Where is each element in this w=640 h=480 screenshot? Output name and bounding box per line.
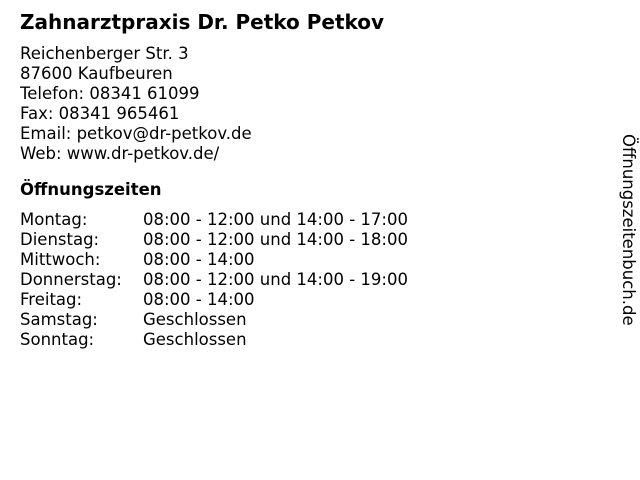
hours-row-wednesday [20, 250, 600, 270]
day-label: Freitag: [20, 290, 83, 309]
hours-row-tuesday [20, 230, 600, 250]
day-label: Donnerstag: [20, 270, 122, 289]
web-line: Web: www.dr-petkov.de/ [20, 144, 220, 163]
day-label: Samstag: [20, 310, 98, 329]
site-watermark-link[interactable]: Öffnungszeitenbuch.de [619, 134, 638, 326]
hours-row-sunday [20, 330, 600, 350]
hours-row-monday [20, 210, 600, 230]
hours-row-thursday [20, 270, 600, 290]
time-value: 08:00 - 12:00 und 14:00 - 18:00 [143, 230, 408, 249]
day-label: Mittwoch: [20, 250, 101, 269]
hours-heading: Öffnungszeiten [20, 180, 162, 199]
practice-info [20, 10, 600, 350]
time-value: 08:00 - 12:00 und 14:00 - 17:00 [143, 210, 408, 229]
time-value: Geschlossen [143, 310, 247, 329]
city-line: 87600 Kaufbeuren [20, 64, 173, 83]
day-label: Montag: [20, 210, 88, 229]
email-line: Email: petkov@dr-petkov.de [20, 124, 252, 143]
hours-table [20, 210, 600, 350]
time-value: 08:00 - 14:00 [143, 290, 255, 309]
practice-name: Zahnarztpraxis Dr. Petko Petkov [20, 10, 385, 34]
time-value: 08:00 - 14:00 [143, 250, 255, 269]
phone-line: Telefon: 08341 61099 [20, 84, 200, 103]
street-line: Reichenberger Str. 3 [20, 44, 189, 63]
time-value: 08:00 - 12:00 und 14:00 - 19:00 [143, 270, 408, 289]
fax-line: Fax: 08341 965461 [20, 104, 180, 123]
hours-row-saturday [20, 310, 600, 330]
day-label: Sonntag: [20, 330, 95, 349]
address-block [20, 44, 600, 164]
hours-row-friday [20, 290, 600, 310]
day-label: Dienstag: [20, 230, 100, 249]
time-value: Geschlossen [143, 330, 247, 349]
